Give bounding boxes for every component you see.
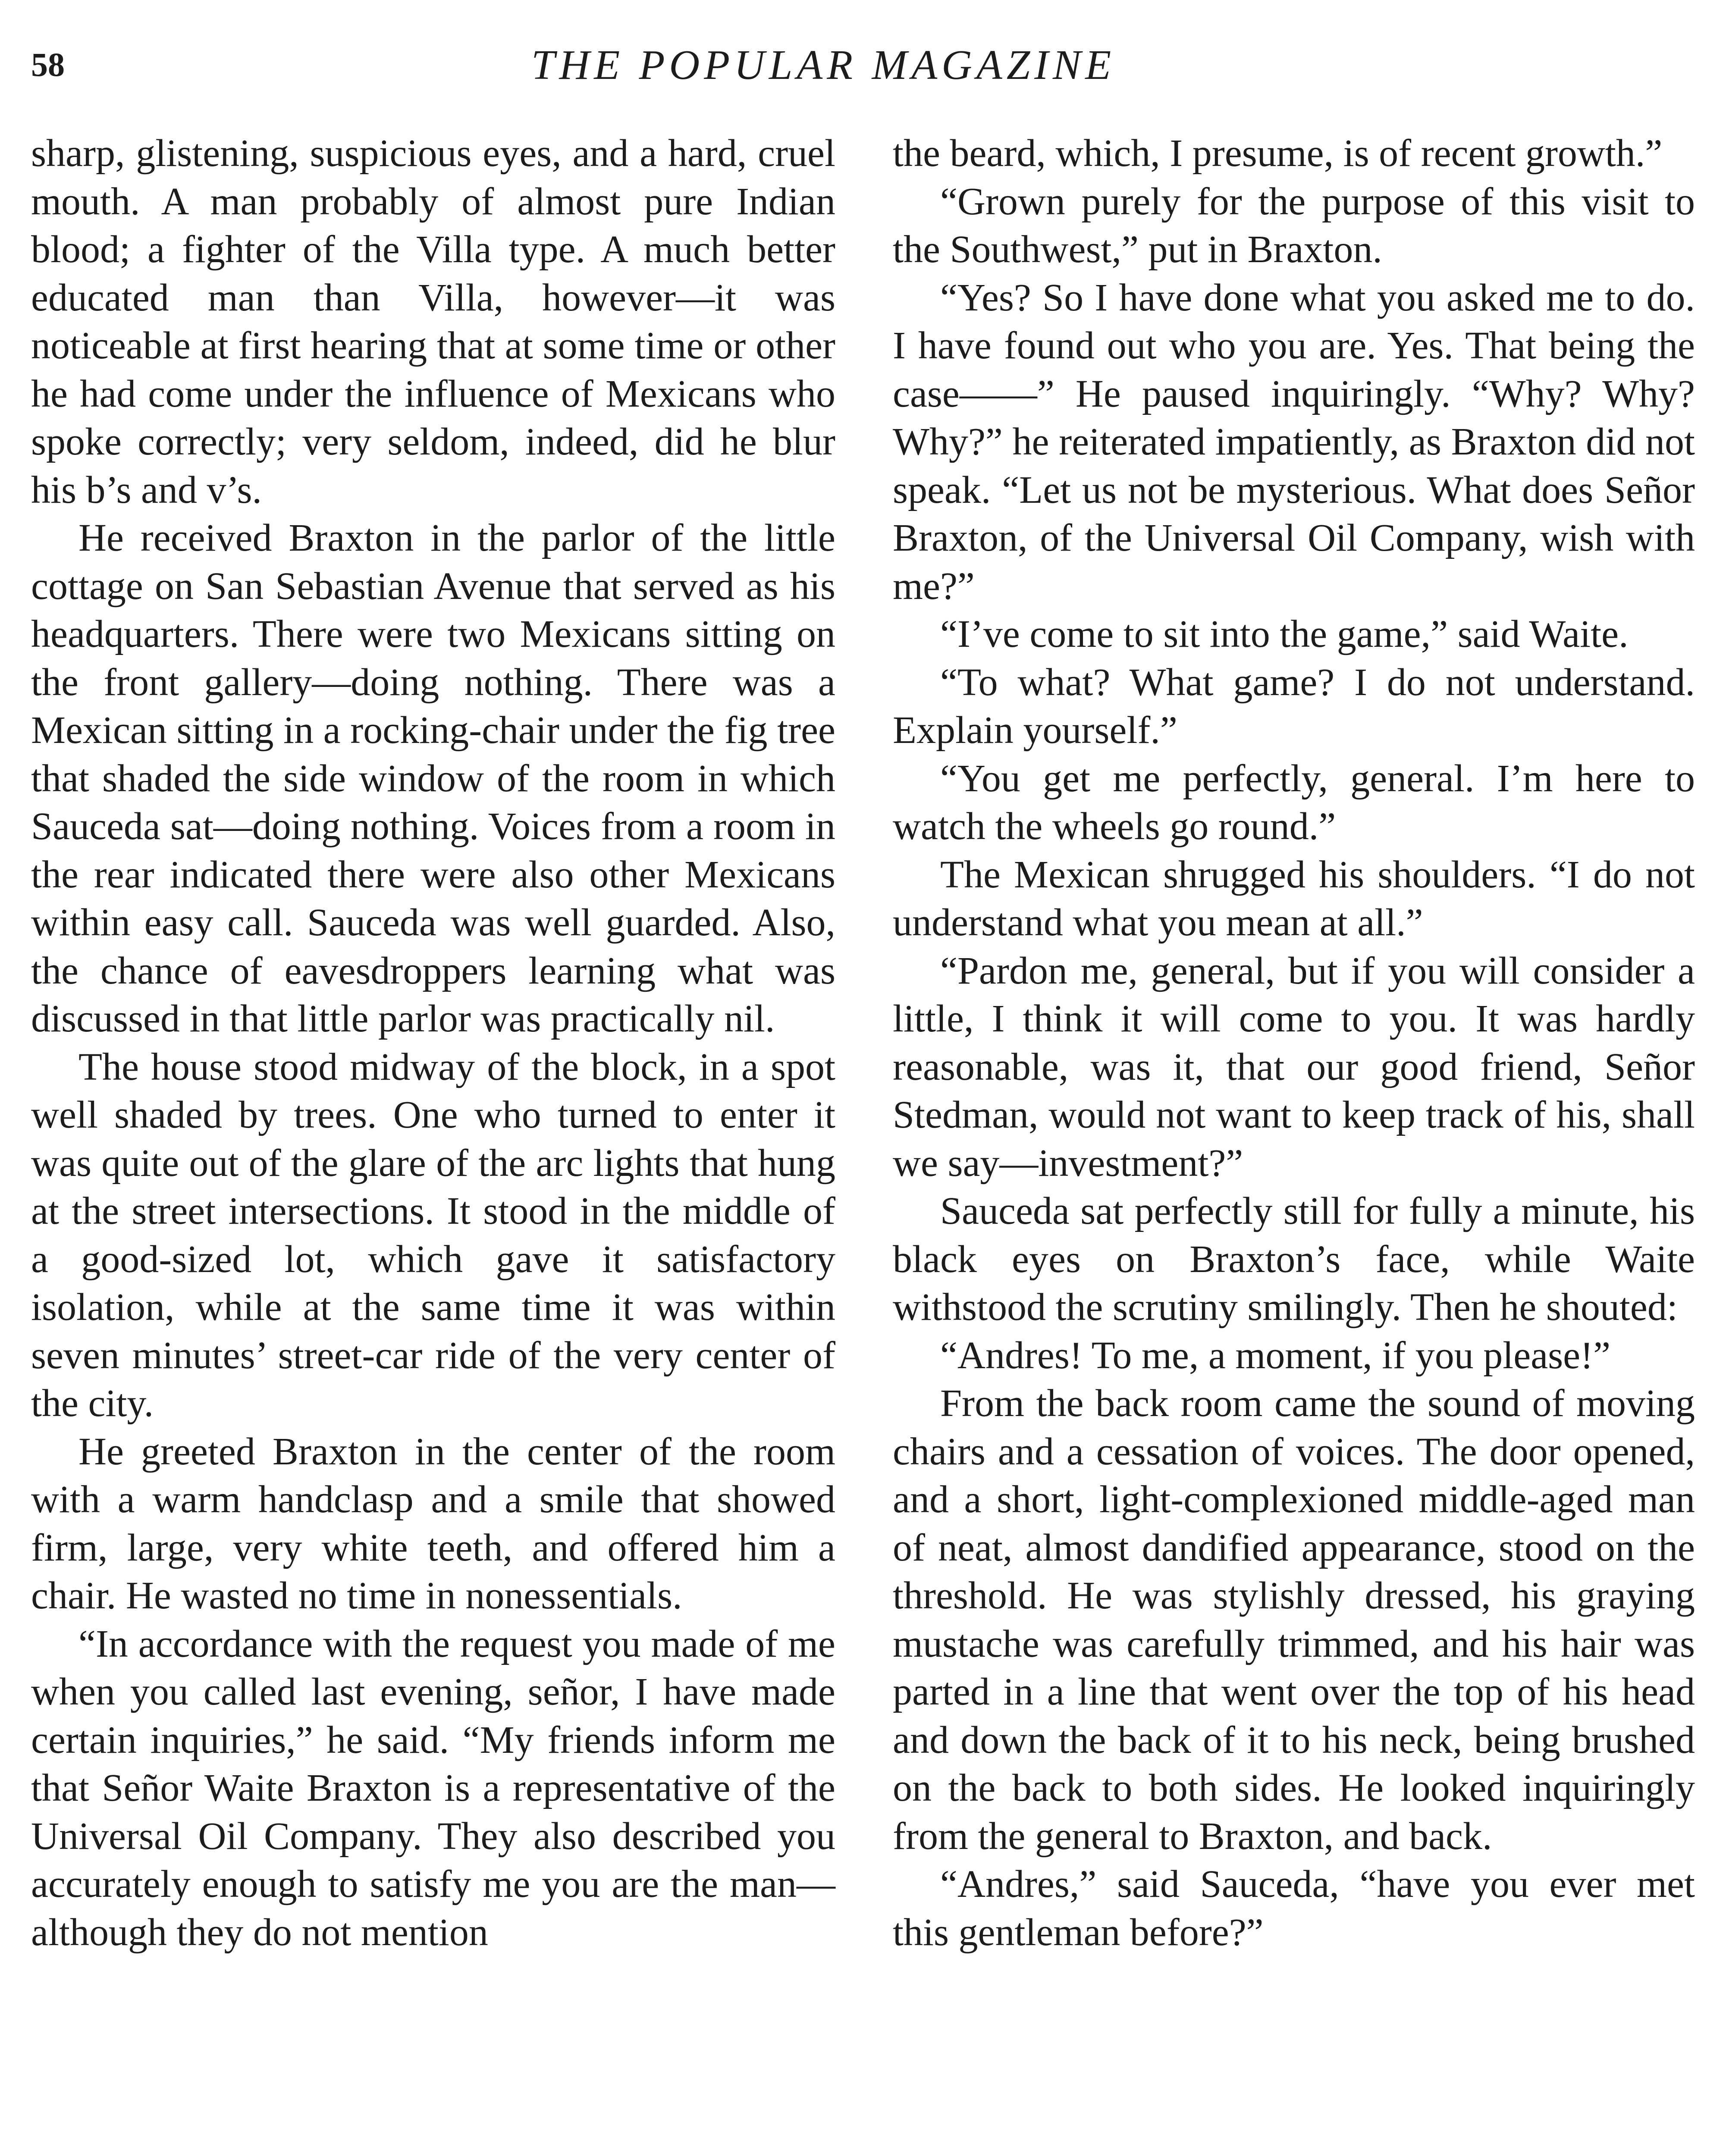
- paragraph: sharp, glistening, suspicious eyes, and a hard, cruel mouth. A man probably of almost pure Indian blood; a fighter of the Villa type. A much better educated man than Villa, however—it was noticeable at first hearing that at some time or other he had come under the influence of Mexicans who spoke correctly; very seldom, indeed, did he blur his b’s and v’s.: [31, 132, 835, 511]
- paragraph: “To what? What game? I do not understand. Explain yourself.”: [893, 661, 1695, 752]
- paragraph: The Mexican shrugged his shoulders. “I do not understand what you mean at all.”: [893, 853, 1695, 944]
- page-header: [31, 41, 1683, 93]
- paragraph: the beard, which, I presume, is of recent growth.”: [893, 132, 1663, 175]
- paragraph: “In accordance with the request you made of me when you called last evening, señor, I have made certain inquiries,” he said. “My friends inform me that Señor Waite Braxton is a representative of the Universal Oil Company. They also described you accurately enough to satisfy me you are the man—although they do not mention: [31, 1622, 835, 1954]
- paragraph: “Pardon me, general, but if you will consider a little, I think it will come to you. It was hardly reasonable, was it, that our good friend, Señor Stedman, would not want to keep track of his, shall we say—investment?”: [893, 949, 1695, 1185]
- paragraph: “Yes? So I have done what you asked me to do. I have found out who you are. Yes. That being the case——” He paused inquiringly. “Why? Why? Why?” he reiterated impatiently, as Braxton did not speak. “Let us not be mysterious. What does Señor Braxton, of the Universal Oil Company, wish with me?”: [893, 276, 1695, 608]
- paragraph: “Andres! To me, a moment, if you please!”: [940, 1334, 1611, 1377]
- paragraph: “Grown purely for the purpose of this visit to the Southwest,” put in Braxton.: [893, 180, 1695, 271]
- paragraph: “Andres,” said Sauceda, “have you ever met this gentleman before?”: [893, 1863, 1695, 1954]
- paragraph: He received Braxton in the parlor of the little cottage on San Sebastian Avenue that served as his headquarters. There were two Mexicans sitting on the front gallery—doing nothing. There was a Mexican sitting in a rocking-chair under the fig tree that shaded the side window of the room in which Sauceda sat—doing nothing. Voices from a room in the rear indicated there were also other Mexicans within easy call. Sauceda was well guarded. Also, the chance of eavesdroppers learning what was discussed in that little parlor was practically nil.: [31, 517, 835, 1040]
- paragraph: “You get me perfectly, general. I’m here to watch the wheels go round.”: [893, 757, 1695, 848]
- paragraph: “I’ve come to sit into the game,” said Waite.: [940, 613, 1629, 655]
- page-number: 58: [31, 46, 65, 83]
- paragraph: From the back room came the sound of moving chairs and a cessation of voices. The door opened, and a short, light-complexioned middle-aged man of neat, almost dandified appearance, stood on the threshold. He was stylishly dressed, his graying mustache was carefully trimmed, and his hair was parted in a line that went over the top of his head and down the back of it to his neck, being brushed on the back to both sides. He looked inquiringly from the general to Braxton, and back.: [893, 1382, 1695, 1858]
- running-title: THE POPULAR MAGAZINE: [531, 42, 1116, 88]
- paragraph: Sauceda sat perfectly still for fully a minute, his black eyes on Braxton’s face, while Waite withstood the scrutiny smilingly. Then he shouted:: [893, 1190, 1695, 1329]
- left-column: [31, 129, 835, 1956]
- right-column: [893, 129, 1695, 1956]
- paragraph: The house stood midway of the block, in a spot well shaded by trees. One who turned to enter it was quite out of the glare of the arc lights that hung at the street intersections. It stood in the middle of a good-sized lot, which gave it satisfactory isolation, while at the same time it was within seven minutes’ street-car ride of the very center of the city.: [31, 1045, 835, 1425]
- paragraph: He greeted Braxton in the center of the room with a warm handclasp and a smile that showed firm, large, very white teeth, and offered him a chair. He wasted no time in nonessentials.: [31, 1430, 835, 1617]
